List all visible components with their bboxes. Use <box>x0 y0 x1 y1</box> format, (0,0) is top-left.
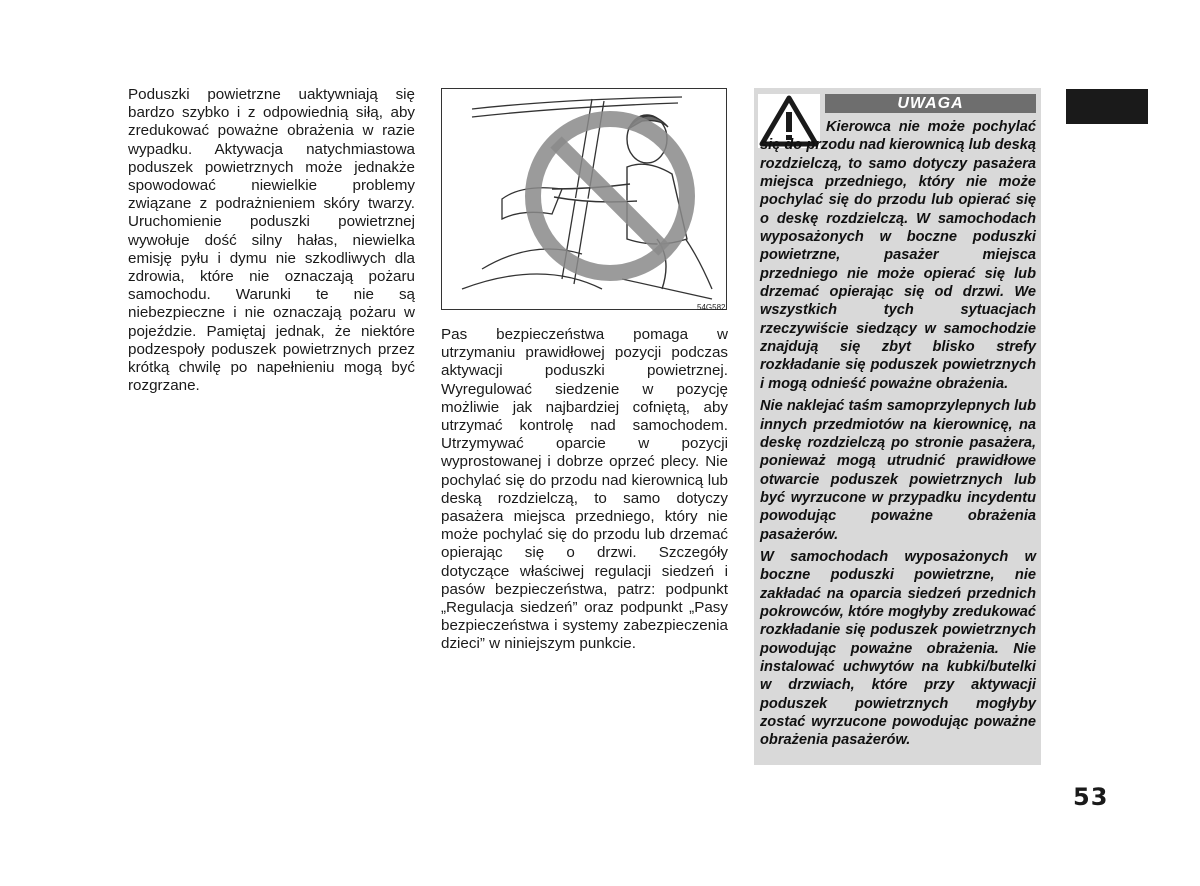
figure-prohibited-posture <box>441 88 727 310</box>
page-number: 53 <box>1073 783 1109 811</box>
body-text-middle: Pas bezpieczeństwa pomaga w utrzymaniu prawidłowej pozycji podczas aktywacji poduszki powietrznej. Wyregulować siedzenie w pozycję możliwie jak najbardziej cofniętą, aby utrzymać kontrolę nad samochodem. Utrzymywać oparcie w pozycji wyprostowanej i dobrze oprzeć plecy. Nie pochylać się do przodu nad kierownicą lub deską rozdzielczą, to samo dotyczy pasażera miejsca przedniego, który nie może pochylać się do przodu lub drzemać opierając się o drzwi. Szczegóły dotyczące właściwej regulacji siedzeń i pasów bezpieczeństwa, patrz: podpunkt „Regulacja siedzeń” oraz podpunkt „Pasy bezpieczeństwa i systemy zabezpieczenia dzieci” w niniejszym punkcie. <box>441 326 728 653</box>
prohibition-illustration <box>442 89 728 311</box>
warning-paragraph-1: Kierowca nie może pochylać się do przodu nad kierownicą lub deską rozdzielczą, to samo dotyczy pasażera miejsca przedniego, który nie może pochylać się do przodu lub opierać się o deskę rozdzielczą. W samochodach wyposażonych w boczne poduszki powietrzne, pasażer miejsca przedniego nie może opierać się lub drzemać opierając się od drzwi. We wszystkich tych sytuacjach rzeczywiście siedzący w samochodzie znajdują się zbyt blisko strefy rozkładanie się poduszek powietrznych i mogą odnieść poważne obrażenia. <box>760 119 1036 392</box>
warning-paragraph-2: Nie naklejać taśm samoprzylepnych lub innych przedmiotów na kierownicę, na deskę rozdzielczą po stronie pasażera, ponieważ mogą utrudnić prawidłowe otwarcie poduszek powietrznych lub być wyrzucone w przypadku incydentu powodując poważne obrażenia pasażerów. <box>760 398 1036 543</box>
section-tab-marker <box>1066 89 1148 124</box>
warning-text <box>760 118 1036 754</box>
figure-code: 54G582 <box>697 303 726 312</box>
body-text-left: Poduszki powietrzne uaktywniają się bardzo szybko i z odpowiednią siłą, aby zredukować poważne obrażenia w razie wypadku. Aktywacja natychmiastowa poduszek powietrznych może jednakże spowodować niewielkie problemy związane z podrażnieniem skóry twarzy. Uruchomienie poduszki powietrznej wywołuje dość silny hałas, niewielka emisję pyłu i dymu nie szkodliwych dla zdrowia, które nie oznaczają pożaru samochodu. Warunki te nie są niebezpieczne i nie oznaczają pożaru w pojeździe. Pamiętaj jednak, że niektóre podzespoły poduszek powietrznych przez krótką chwilę po napełnieniu mogą być rozgrzane. <box>128 86 415 395</box>
warning-paragraph-3: W samochodach wyposażonych w boczne poduszki powietrzne, nie zakładać na oparcia siedzeń przednich pokrowców, które mogłyby zredukować rozkładanie się poduszek powietrznych powodując poważne obrażenia. Nie instalować uchwytów na kubki/butelki w drzwiach, które przy aktywacji poduszek powietrznych mogłyby zostać wyrzucone powodując poważne obrażenia pasażerów. <box>760 548 1036 749</box>
warning-title: UWAGA <box>825 94 1036 113</box>
